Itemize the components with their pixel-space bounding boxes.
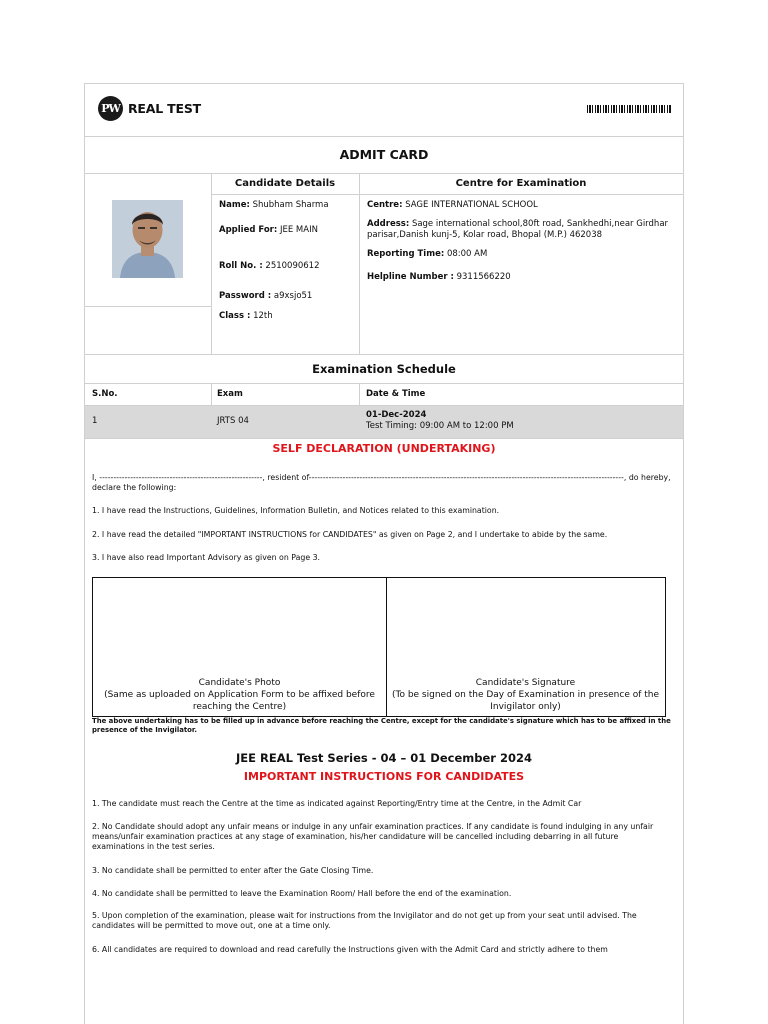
brand-name: REAL TEST xyxy=(128,101,201,116)
photo-box-title: Candidate's Photo xyxy=(198,678,281,688)
centre-address-line1: Sage international school,80ft road, Sankhedhi,near Girdhar xyxy=(411,219,669,229)
centre-column xyxy=(359,174,683,354)
brand-logo xyxy=(98,96,201,121)
table-row xyxy=(85,406,683,439)
declaration-item-2: 2. I have read the detailed "IMPORTANT INSTRUCTIONS for CANDIDATES" as given on Page 2, and I undertake to abide by the same. xyxy=(92,530,608,539)
instructions-title: IMPORTANT INSTRUCTIONS FOR CANDIDATES xyxy=(243,770,525,783)
centre-name-field: Centre: SAGE INTERNATIONAL SCHOOL xyxy=(367,200,538,210)
declaration-line: I, ----------------------------------------------------------, resident of----------------------------------------------------------------------------------------------------------------, do hereby, declare the following: xyxy=(92,473,671,492)
declaration-item-1: 1. I have read the Instructions, Guidelines, Information Bulletin, and Notices related to this examination. xyxy=(92,506,500,515)
row-timing: Test Timing: 09:00 AM to 12:00 PM xyxy=(366,421,514,431)
helpline-value: 9311566220 xyxy=(456,272,511,282)
class-value: 12th xyxy=(253,311,273,321)
signature-box: Candidate's Signature (To be signed on the Day of Examination in presence of the Invigilator only) xyxy=(391,678,660,712)
card-header xyxy=(85,84,683,137)
row-exam: JRTS 04 xyxy=(217,416,249,426)
undertaking-note: The above undertaking has to be filled up in advance before reaching the Centre, except for the candidate's signature which has to be affixed in the presence of the Invigilator. xyxy=(92,717,671,734)
candidate-name-field: Name: Shubham Sharma xyxy=(219,200,329,210)
candidate-name: Shubham Sharma xyxy=(252,200,329,210)
schedule-title: Examination Schedule xyxy=(85,355,683,384)
candidate-details-heading: Candidate Details xyxy=(211,174,359,195)
header-sno: S.No. xyxy=(92,389,118,399)
applied-for-value: JEE MAIN xyxy=(279,225,318,235)
photo-column xyxy=(85,174,212,354)
declaration-item-3: 3. I have also read Important Advisory as given on Page 3. xyxy=(92,553,321,562)
roll-number-field: Roll No. : 2510090612 xyxy=(219,261,320,271)
centre-name: SAGE INTERNATIONAL SCHOOL xyxy=(405,200,538,210)
instruction-3: 3. No candidate shall be permitted to enter after the Gate Closing Time. xyxy=(92,866,374,875)
self-declaration-title: SELF DECLARATION (UNDERTAKING) xyxy=(272,442,496,455)
helpline-field: Helpline Number : 9311566220 xyxy=(367,272,511,282)
reporting-time-field: Reporting Time: 08:00 AM xyxy=(367,249,488,259)
instruction-2: 2. No Candidate should adopt any unfair means or indulge in any unfair examination practices. If any candidate is found indulging in any unfair means/unfair examination practices at any stage of examination, his/her candidature will be cancelled including debarring in all future examinations in the test series. xyxy=(92,822,654,851)
candidate-photo xyxy=(112,200,183,278)
schedule-header-row xyxy=(85,384,683,406)
roll-number-value: 2510090612 xyxy=(265,261,320,271)
header-exam: Exam xyxy=(217,389,243,399)
header-date-time: Date & Time xyxy=(366,389,426,399)
photo-affix-box: Candidate's Photo (Same as uploaded on Application Form to be affixed before reaching the Centre) xyxy=(93,578,387,716)
photo-signature-boxes xyxy=(92,577,666,717)
series-title: JEE REAL Test Series - 04 – 01 December 2024 xyxy=(236,751,532,765)
candidate-details-column xyxy=(211,174,360,354)
reporting-time-value: 08:00 AM xyxy=(446,249,488,259)
class-field: Class : 12th xyxy=(219,311,273,321)
applied-for-field: Applied For: JEE MAIN xyxy=(219,225,318,235)
candidate-info-section xyxy=(85,174,683,355)
pw-logo-icon: PW xyxy=(98,96,123,121)
instruction-1: 1. The candidate must reach the Centre at the time as indicated against Reporting/Entry time at the Centre, in the Admit Car xyxy=(92,799,582,808)
instruction-6: 6. All candidates are required to download and read carefully the Instructions given with the Admit Card and strictly adhere to them xyxy=(92,945,608,954)
admit-card-page xyxy=(84,83,684,1024)
row-sno: 1 xyxy=(92,416,98,426)
signature-box-title: Candidate's Signature xyxy=(475,678,576,688)
centre-address-field: Address: Sage international school,80ft road, Sankhedhi,near Girdhar parisar,Danish kunj-5, Kolar road, Bhopal (M.P.) 462038 xyxy=(367,219,669,240)
instruction-5: 5. Upon completion of the examination, please wait for instructions from the Invigilator and do not get up from your seat until advised. The candidates will be permitted to move out, one at a time only. xyxy=(92,911,637,930)
row-date: 01-Dec-2024 xyxy=(366,410,427,420)
instruction-4: 4. No candidate shall be permitted to leave the Examination Room/ Hall before the end of the examination. xyxy=(92,889,512,898)
admit-card-title: ADMIT CARD xyxy=(85,137,683,174)
password-value: a9xsjo51 xyxy=(273,291,313,301)
barcode-icon xyxy=(587,105,671,113)
password-field: Password : a9xsjo51 xyxy=(219,291,313,301)
centre-address-line2: parisar,Danish kunj-5, Kolar road, Bhopal (M.P.) 462038 xyxy=(367,230,603,240)
centre-heading: Centre for Examination xyxy=(359,174,683,195)
